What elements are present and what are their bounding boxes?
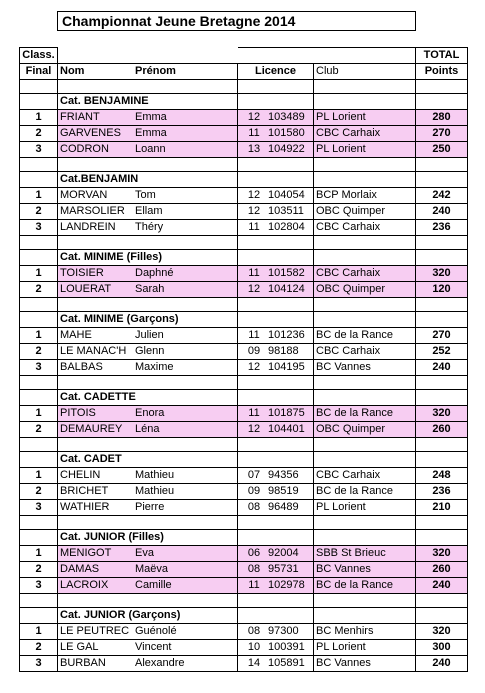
points-cell: 236: [416, 220, 468, 236]
prenom: Glenn: [135, 345, 165, 357]
table-row: [20, 266, 468, 282]
table-row: [20, 640, 468, 656]
prenom: Maëva: [135, 563, 169, 575]
points-cell: 240: [416, 656, 468, 672]
club-cell: BC Menhirs: [314, 624, 416, 640]
licence-number: 98188: [268, 345, 299, 357]
header-row-top: [20, 48, 468, 64]
licence-cell: [238, 188, 314, 204]
club-cell: BC de la Rance: [314, 328, 416, 344]
rank-cell: 1: [20, 328, 58, 344]
nom: BRICHET: [60, 485, 109, 497]
rank-cell: 1: [20, 546, 58, 562]
club-cell: PL Lorient: [314, 142, 416, 158]
spacer-row: [20, 298, 468, 312]
points-cell: 260: [416, 562, 468, 578]
rank-cell: 2: [20, 562, 58, 578]
category-row: [20, 390, 468, 406]
table-row: [20, 468, 468, 484]
club-cell: CBC Carhaix: [314, 468, 416, 484]
prenom: Théry: [135, 221, 164, 233]
table-row: [20, 142, 468, 158]
licence-number: 104922: [268, 143, 305, 155]
nom: PITOIS: [60, 407, 96, 419]
nom: BALBAS: [60, 361, 103, 373]
licence-year: 10: [247, 641, 261, 653]
licence-cell: [238, 578, 314, 594]
spacer-row: [20, 594, 468, 608]
nom: DAMAS: [60, 563, 100, 575]
licence-cell: [238, 640, 314, 656]
prenom: Sarah: [135, 283, 165, 295]
category-title: Cat. MINIME (Filles): [58, 250, 238, 266]
category-title: Cat. BENJAMINE: [58, 94, 238, 110]
licence-number: 101582: [268, 267, 305, 279]
club-cell: BC de la Rance: [314, 406, 416, 422]
club-cell: PL Lorient: [314, 640, 416, 656]
name-cell: [58, 126, 238, 142]
licence-cell: [238, 344, 314, 360]
licence-cell: [238, 624, 314, 640]
licence-year: 12: [247, 423, 261, 435]
spacer-row: [20, 438, 468, 452]
club-cell: BC de la Rance: [314, 484, 416, 500]
category-row: [20, 608, 468, 624]
page-title: Championnat Jeune Bretagne 2014: [57, 11, 416, 31]
table-row: [20, 656, 468, 672]
name-cell: [58, 282, 238, 298]
category-row: [20, 94, 468, 110]
table-row: [20, 360, 468, 376]
table-row: [20, 578, 468, 594]
spacer-row: [20, 236, 468, 250]
table-row: [20, 422, 468, 438]
licence-number: 97300: [268, 625, 299, 637]
table-row: [20, 282, 468, 298]
name-cell: [58, 344, 238, 360]
club-cell: BC Vannes: [314, 562, 416, 578]
licence-number: 98519: [268, 485, 299, 497]
results-table: [19, 47, 468, 672]
category-title: Cat. JUNIOR (Garçons): [58, 608, 238, 624]
points-cell: 320: [416, 546, 468, 562]
name-cell: [58, 220, 238, 236]
rank-cell: 2: [20, 484, 58, 500]
rank-cell: 1: [20, 406, 58, 422]
rank-cell: 3: [20, 500, 58, 516]
club-cell: CBC Carhaix: [314, 126, 416, 142]
category-title: Cat. JUNIOR (Filles): [58, 530, 238, 546]
club-cell: BC de la Rance: [314, 578, 416, 594]
table-row: [20, 500, 468, 516]
licence-cell: [238, 110, 314, 126]
nom: LANDREIN: [60, 221, 116, 233]
nom: MARSOLIER: [60, 205, 125, 217]
licence-number: 104124: [268, 283, 305, 295]
spacer-row: [20, 376, 468, 390]
final-header: Final: [20, 64, 58, 80]
points-cell: 320: [416, 624, 468, 640]
points-cell: 260: [416, 422, 468, 438]
prenom: Alexandre: [135, 657, 185, 669]
spacer-row: [20, 516, 468, 530]
points-cell: 236: [416, 484, 468, 500]
name-cell: [58, 328, 238, 344]
nom: WATHIER: [60, 501, 110, 513]
spacer-row: [20, 158, 468, 172]
rank-cell: 1: [20, 188, 58, 204]
nom: CHELIN: [60, 469, 101, 481]
prenom: Loann: [135, 143, 166, 155]
licence-cell: [238, 266, 314, 282]
prenom: Ellam: [135, 205, 163, 217]
club-cell: OBC Quimper: [314, 422, 416, 438]
licence-number: 92004: [268, 547, 299, 559]
licence-cell: [238, 220, 314, 236]
class-header: Class.: [20, 48, 58, 64]
name-cell: [58, 484, 238, 500]
rank-cell: 2: [20, 282, 58, 298]
licence-year: 11: [248, 329, 260, 341]
spacer-row: [20, 80, 468, 94]
licence-number: 96489: [268, 501, 299, 513]
prenom: Emma: [135, 127, 167, 139]
licence-number: 100391: [268, 641, 305, 653]
total-header: TOTAL: [416, 48, 468, 64]
licence-year: 08: [247, 501, 261, 513]
rank-cell: 3: [20, 578, 58, 594]
club-cell: BCP Morlaix: [314, 188, 416, 204]
club-cell: BC Vannes: [314, 360, 416, 376]
nom: MENIGOT: [60, 547, 112, 559]
prenom: Pierre: [135, 501, 165, 513]
prenom: Daphné: [135, 267, 174, 279]
nom-header: Nom: [60, 65, 85, 77]
licence-year: 07: [247, 469, 261, 481]
rank-cell: 1: [20, 468, 58, 484]
points-header: Points: [416, 64, 468, 80]
prenom: Julien: [135, 329, 164, 341]
licence-number: 101875: [268, 407, 305, 419]
points-cell: 320: [416, 266, 468, 282]
licence-year: 08: [247, 563, 261, 575]
nom: GARVENES: [60, 127, 121, 139]
licence-cell: [238, 422, 314, 438]
prenom: Mathieu: [135, 485, 175, 497]
licence-year: 12: [247, 189, 261, 201]
nom: LE GAL: [60, 641, 99, 653]
licence-year: 11: [248, 579, 260, 591]
nom: DEMAUREY: [60, 423, 123, 435]
name-cell: [58, 546, 238, 562]
category-row: [20, 530, 468, 546]
table-row: [20, 220, 468, 236]
licence-cell: [238, 360, 314, 376]
licence-number: 94356: [268, 469, 299, 481]
points-cell: 280: [416, 110, 468, 126]
name-cell: [58, 656, 238, 672]
licence-cell: [238, 328, 314, 344]
name-cell: [58, 266, 238, 282]
prenom: Tom: [135, 189, 156, 201]
rank-cell: 2: [20, 344, 58, 360]
category-row: [20, 312, 468, 328]
name-cell: [58, 360, 238, 376]
licence-cell: [238, 468, 314, 484]
prenom-header: Prénom: [135, 65, 176, 77]
club-header: Club: [314, 64, 416, 80]
points-cell: 240: [416, 204, 468, 220]
nom-prenom-header: [58, 64, 238, 80]
name-cell: [58, 578, 238, 594]
rank-cell: 3: [20, 360, 58, 376]
licence-year: 08: [247, 625, 261, 637]
rank-cell: 1: [20, 624, 58, 640]
licence-year: 12: [247, 283, 261, 295]
licence-cell: [238, 282, 314, 298]
name-cell: [58, 500, 238, 516]
category-title: Cat. CADETTE: [58, 390, 238, 406]
licence-cell: [238, 126, 314, 142]
licence-header: Licence: [238, 64, 314, 80]
rank-cell: 2: [20, 126, 58, 142]
prenom: Léna: [135, 423, 160, 435]
points-cell: 270: [416, 328, 468, 344]
nom: LACROIX: [60, 579, 109, 591]
table-row: [20, 546, 468, 562]
points-cell: 242: [416, 188, 468, 204]
club-cell: BC Vannes: [314, 656, 416, 672]
licence-number: 103489: [268, 111, 305, 123]
nom: MORVAN: [60, 189, 108, 201]
licence-year: 11: [248, 127, 260, 139]
table-row: [20, 562, 468, 578]
licence-number: 102804: [268, 221, 305, 233]
name-cell: [58, 142, 238, 158]
licence-number: 101580: [268, 127, 305, 139]
nom: MAHE: [60, 329, 92, 341]
category-row: [20, 250, 468, 266]
licence-number: 105891: [268, 657, 305, 669]
results-body: [20, 48, 468, 672]
name-cell: [58, 468, 238, 484]
prenom: Mathieu: [135, 469, 175, 481]
nom: FRIANT: [60, 111, 100, 123]
rank-cell: 3: [20, 220, 58, 236]
table-row: [20, 484, 468, 500]
licence-year: 12: [247, 111, 261, 123]
points-cell: 120: [416, 282, 468, 298]
table-row: [20, 204, 468, 220]
name-cell: [58, 110, 238, 126]
nom: LOUERAT: [60, 283, 112, 295]
prenom: Maxime: [135, 361, 174, 373]
prenom: Emma: [135, 111, 167, 123]
rank-cell: 2: [20, 640, 58, 656]
licence-year: 09: [247, 485, 261, 497]
category-title: Cat. MINIME (Garçons): [58, 312, 238, 328]
licence-number: 95731: [268, 563, 299, 575]
licence-year: 12: [247, 361, 261, 373]
club-cell: PL Lorient: [314, 110, 416, 126]
header-row: [20, 64, 468, 80]
name-cell: [58, 204, 238, 220]
nom: TOISIER: [60, 267, 104, 279]
category-row: [20, 172, 468, 188]
nom: CODRON: [60, 143, 109, 155]
rank-cell: 1: [20, 266, 58, 282]
licence-number: 101236: [268, 329, 305, 341]
licence-cell: [238, 546, 314, 562]
licence-cell: [238, 406, 314, 422]
licence-year: 06: [247, 547, 261, 559]
club-cell: OBC Quimper: [314, 282, 416, 298]
rank-cell: 1: [20, 110, 58, 126]
points-cell: 210: [416, 500, 468, 516]
name-cell: [58, 562, 238, 578]
points-cell: 250: [416, 142, 468, 158]
category-title: Cat.BENJAMIN: [58, 172, 238, 188]
licence-number: 104054: [268, 189, 305, 201]
club-cell: CBC Carhaix: [314, 344, 416, 360]
club-cell: SBB St Brieuc: [314, 546, 416, 562]
prenom: Guénolé: [135, 625, 177, 637]
prenom: Eva: [135, 547, 154, 559]
licence-year: 11: [248, 221, 260, 233]
nom: LE MANAC'H: [60, 345, 127, 357]
licence-number: 103511: [268, 205, 304, 217]
licence-year: 11: [248, 407, 260, 419]
licence-year: 14: [247, 657, 261, 669]
table-row: [20, 110, 468, 126]
licence-cell: [238, 656, 314, 672]
table-row: [20, 344, 468, 360]
club-cell: CBC Carhaix: [314, 220, 416, 236]
name-cell: [58, 422, 238, 438]
club-cell: CBC Carhaix: [314, 266, 416, 282]
table-row: [20, 126, 468, 142]
table-row: [20, 328, 468, 344]
rank-cell: 3: [20, 656, 58, 672]
points-cell: 300: [416, 640, 468, 656]
licence-number: 102978: [268, 579, 305, 591]
points-cell: 270: [416, 126, 468, 142]
licence-cell: [238, 500, 314, 516]
licence-cell: [238, 204, 314, 220]
licence-number: 104195: [268, 361, 305, 373]
table-row: [20, 624, 468, 640]
points-cell: 240: [416, 360, 468, 376]
prenom: Vincent: [135, 641, 172, 653]
licence-year: 11: [248, 267, 260, 279]
licence-year: 12: [247, 205, 261, 217]
category-row: [20, 452, 468, 468]
rank-cell: 2: [20, 204, 58, 220]
rank-cell: 2: [20, 422, 58, 438]
prenom: Camille: [135, 579, 172, 591]
name-cell: [58, 188, 238, 204]
rank-cell: 3: [20, 142, 58, 158]
points-cell: 240: [416, 578, 468, 594]
prenom: Enora: [135, 407, 165, 419]
licence-cell: [238, 562, 314, 578]
licence-cell: [238, 142, 314, 158]
name-cell: [58, 640, 238, 656]
points-cell: 320: [416, 406, 468, 422]
table-row: [20, 188, 468, 204]
category-title: Cat. CADET: [58, 452, 238, 468]
points-cell: 248: [416, 468, 468, 484]
licence-year: 09: [247, 345, 261, 357]
licence-number: 104401: [268, 423, 305, 435]
nom: BURBAN: [60, 657, 106, 669]
licence-cell: [238, 484, 314, 500]
licence-year: 13: [247, 143, 261, 155]
club-cell: PL Lorient: [314, 500, 416, 516]
name-cell: [58, 406, 238, 422]
club-cell: OBC Quimper: [314, 204, 416, 220]
nom: LE PEUTREC: [60, 625, 130, 637]
table-row: [20, 406, 468, 422]
points-cell: 252: [416, 344, 468, 360]
name-cell: [58, 624, 238, 640]
